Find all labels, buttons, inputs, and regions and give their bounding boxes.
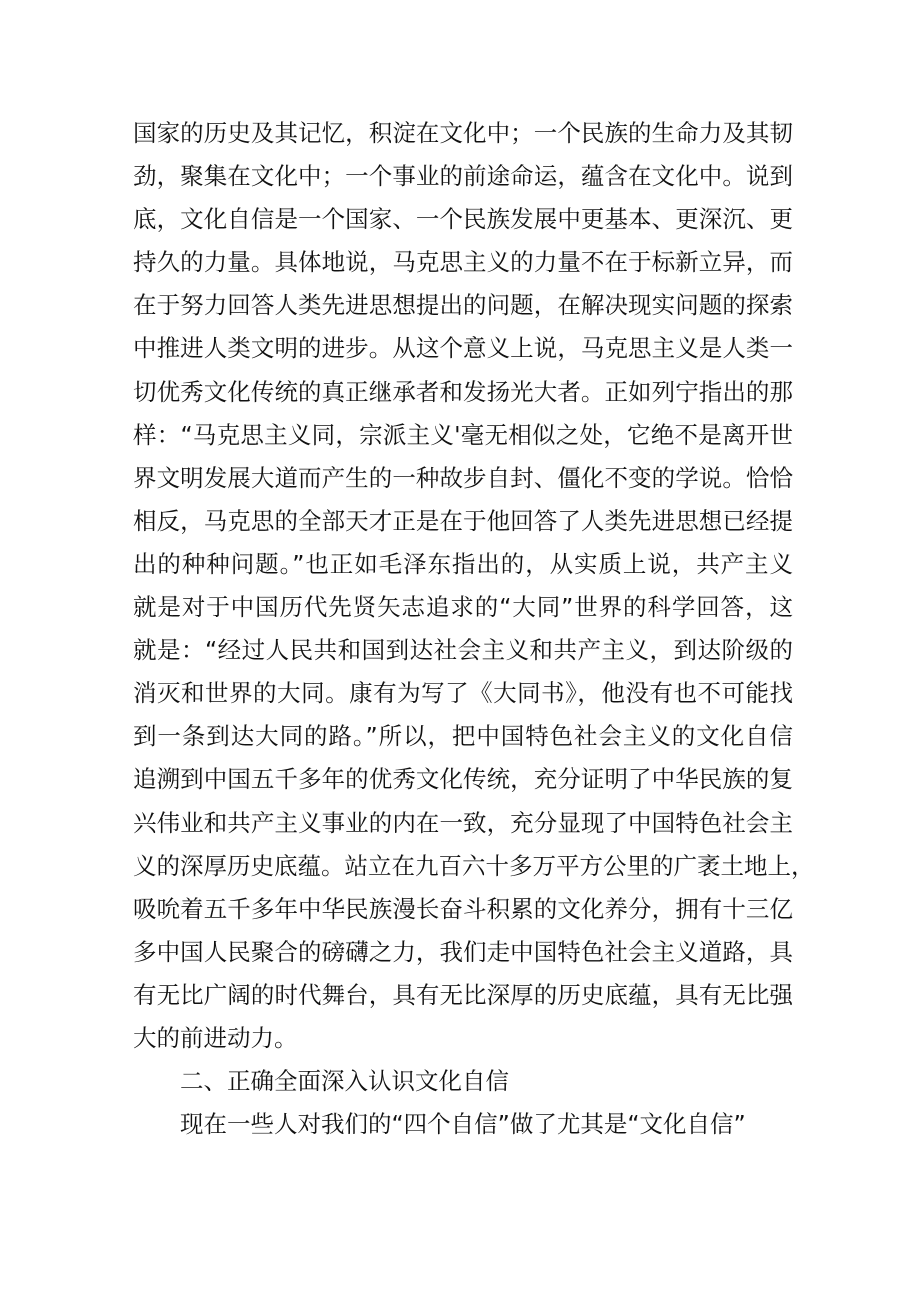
paragraph-line: 追溯到中国五千多年的优秀文化传统，充分证明了中华民族的复 xyxy=(133,765,793,794)
paragraph-line: 相反，马克思的全部天才正是在于他回答了人类先进思想已经提 xyxy=(133,506,793,535)
paragraph-line: 在于努力回答人类先进思想提出的问题，在解决现实问题的探索 xyxy=(133,291,793,320)
paragraph-line: 多中国人民聚合的磅礴之力，我们走中国特色社会主义道路，具 xyxy=(133,937,793,966)
paragraph-line: 出的种种问题。”也正如毛泽东指出的，从实质上说，共产主义 xyxy=(133,549,793,578)
paragraph-line: 现在一些人对我们的“四个自信”做了尤其是“文化自信” xyxy=(180,1110,746,1139)
paragraph-line: 就是：“经过人民共和国到达社会主义和共产主义，到达阶级的 xyxy=(133,636,793,665)
paragraph-line: 持久的力量。具体地说，马克思主义的力量不在于标新立异，而 xyxy=(133,248,793,277)
paragraph-line: 有无比广阔的时代舞台，具有无比深厚的历史底蕴，具有无比强 xyxy=(133,980,793,1009)
paragraph-line: 中推进人类文明的进步。从这个意义上说，马克思主义是人类一 xyxy=(133,334,793,363)
paragraph-line: 到一条到达大同的路。”所以，把中国特色社会主义的文化自信 xyxy=(133,722,793,751)
paragraph-line: 底，文化自信是一个国家、一个民族发展中更基本、更深沉、更 xyxy=(133,205,793,234)
paragraph-line: 就是对于中国历代先贤矢志追求的“大同”世界的科学回答，这 xyxy=(133,593,793,622)
paragraph-line: 消灭和世界的大同。康有为写了《大同书》，他没有也不可能找 xyxy=(133,679,793,708)
paragraph-line: 界文明发展大道而产生的一种故步自封、僵化不变的学说。恰恰 xyxy=(133,463,793,492)
paragraph-line: 国家的历史及其记忆，积淀在文化中；一个民族的生命力及其韧 xyxy=(133,119,793,147)
paragraph-line: 大的前进动力。 xyxy=(133,1023,298,1052)
paragraph-line: 劲，聚集在文化中；一个事业的前途命运，蕴含在文化中。说到 xyxy=(133,162,793,191)
paragraph-line: 切优秀文化传统的真正继承者和发扬光大者。正如列宁指出的那 xyxy=(133,377,793,406)
paragraph-line: 样：“马克思主义同，宗派主义'毫无相似之处，它绝不是离开世 xyxy=(133,420,793,449)
document-body xyxy=(133,112,815,1146)
paragraph-line: 吸吮着五千多年中华民族漫长奋斗积累的文化养分，拥有十三亿 xyxy=(133,894,793,923)
paragraph-line: 义的深厚历史底蕴。站立在九百六十多万平方公里的广袤土地上， xyxy=(133,851,815,880)
section-heading: 二、正确全面深入认识文化自信 xyxy=(180,1067,509,1096)
paragraph-line: 兴伟业和共产主义事业的内在一致，充分显现了中国特色社会主 xyxy=(133,808,793,837)
